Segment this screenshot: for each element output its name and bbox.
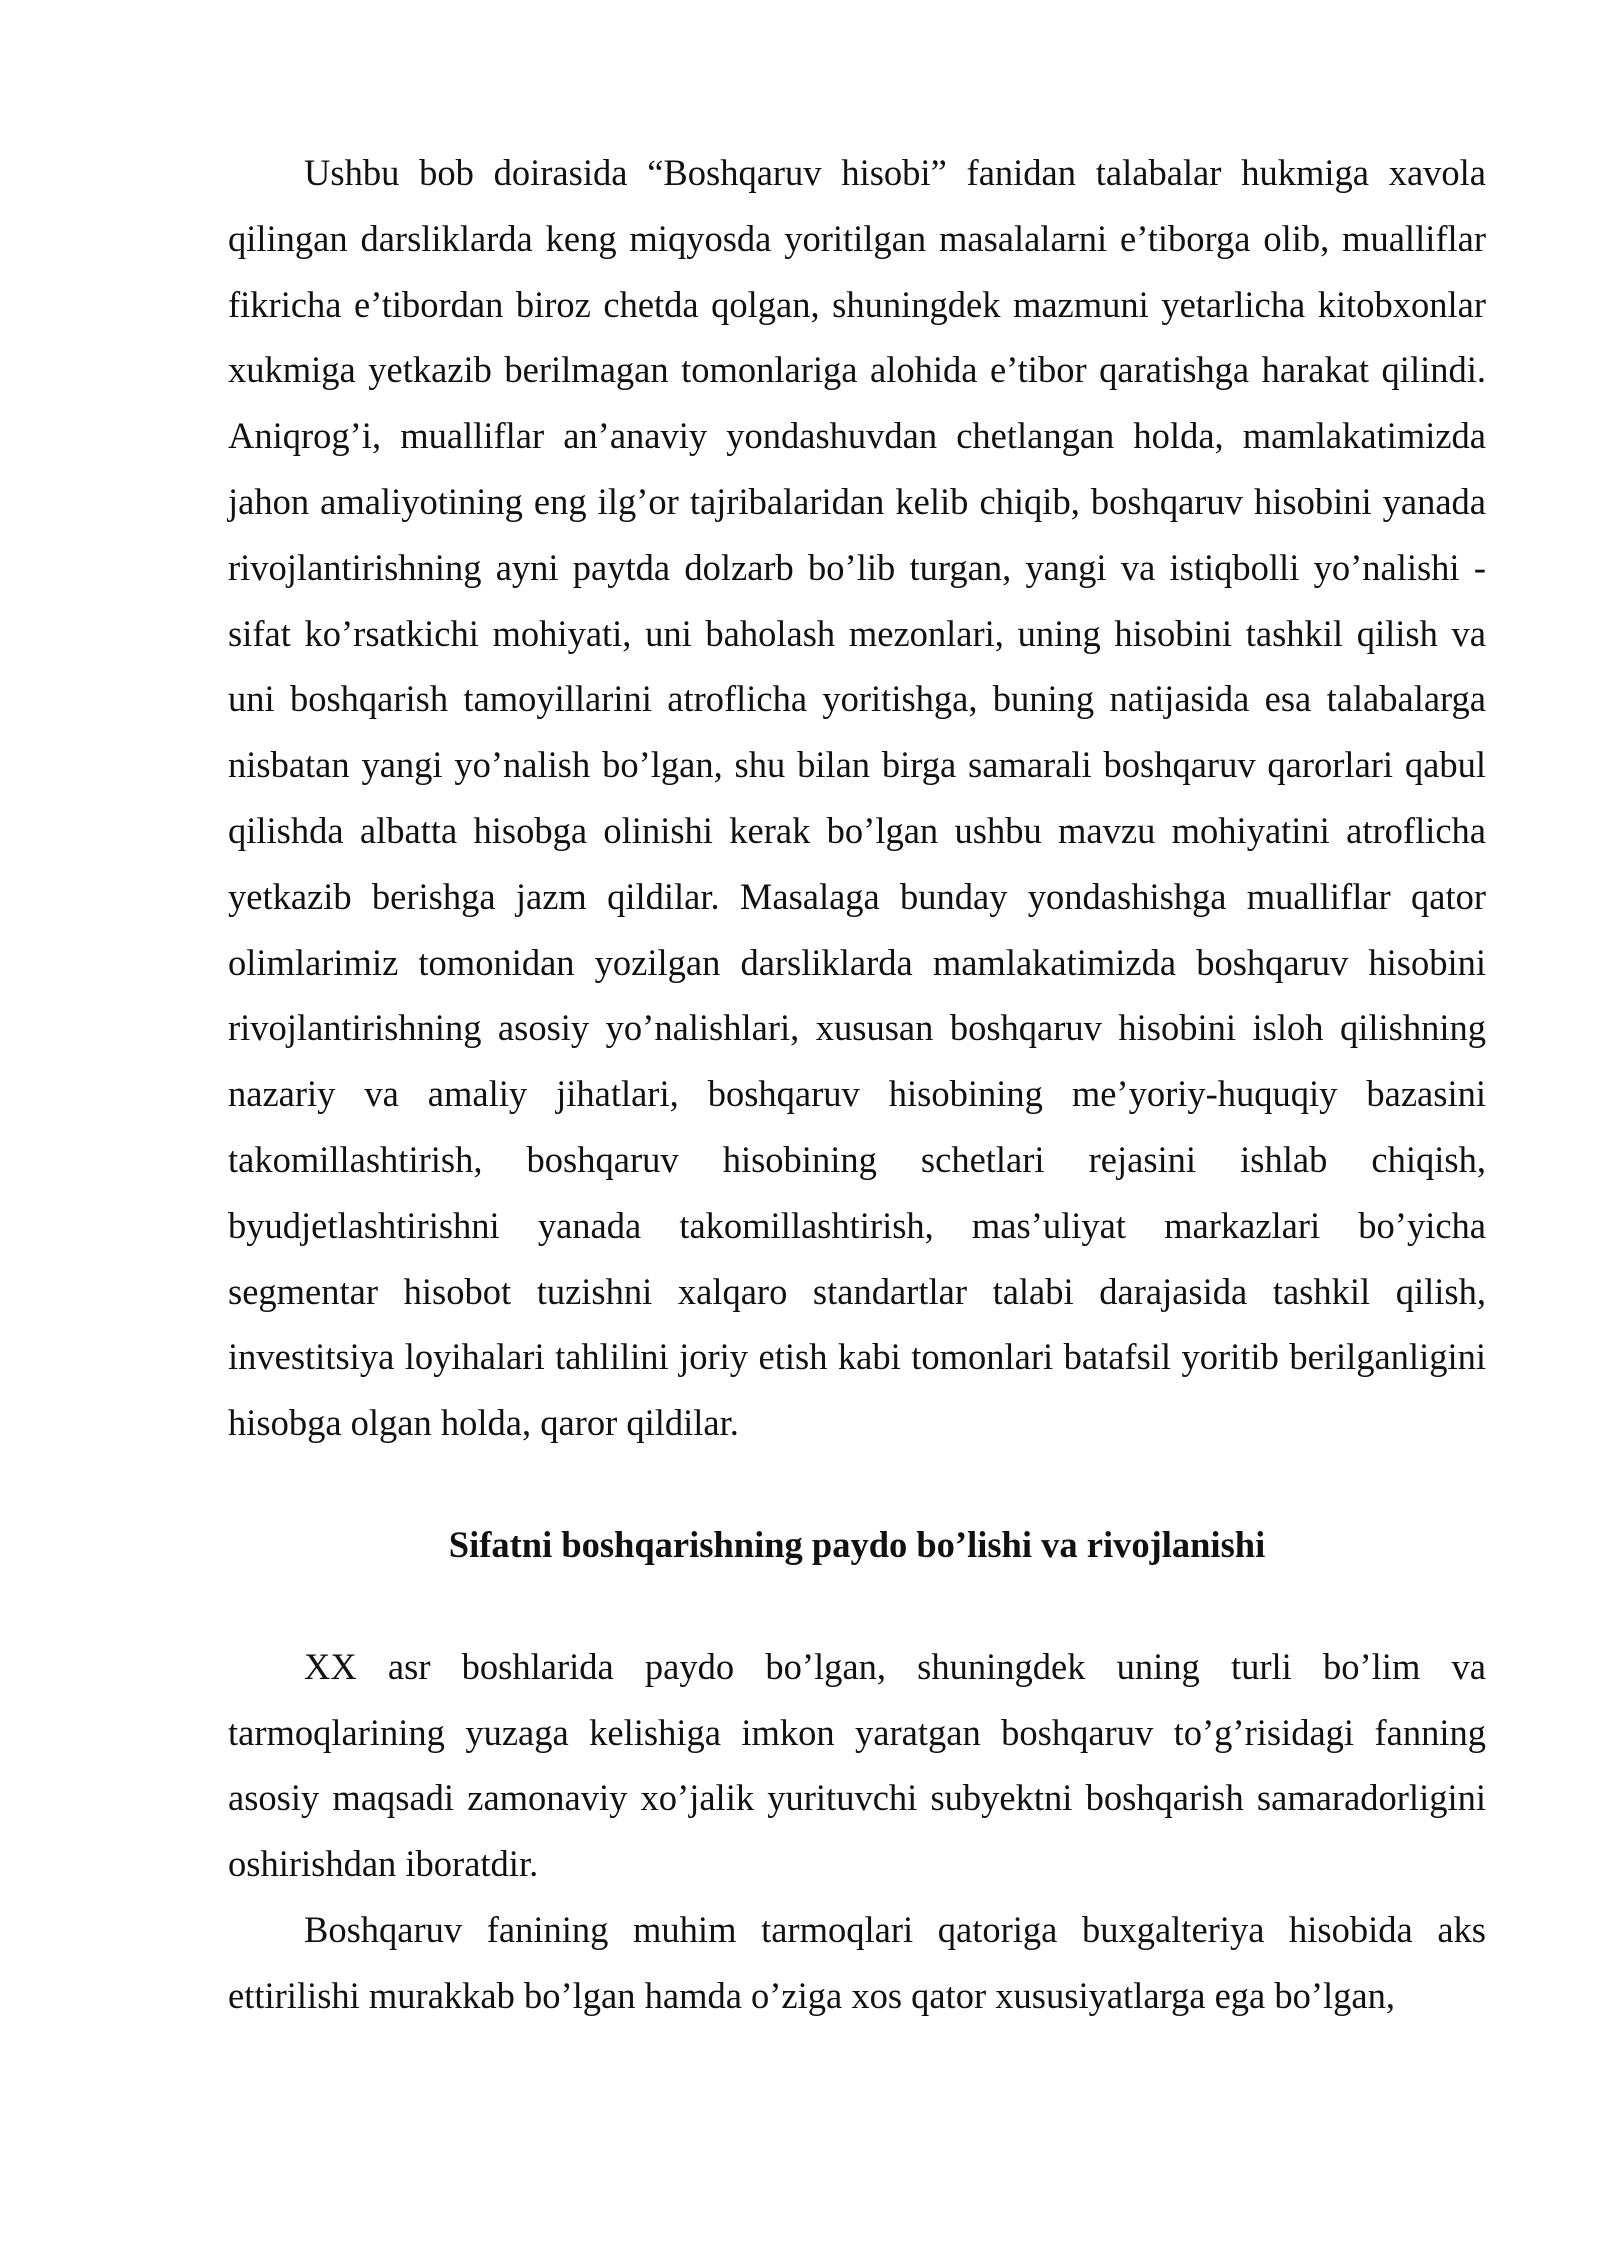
section-heading: Sifatni boshqarishning paydo bo’lishi va rivojlanishi: [448, 1523, 1266, 1565]
body-paragraph-branches: Boshqaruv fanining muhim tarmoqlari qatoriga buxgalteriya hisobida aks ettirilishi murakkab bo’lgan hamda o’ziga xos qator xususiyatlarga ega bo’lgan,: [228, 1908, 1486, 2016]
document-body: [228, 140, 1486, 2029]
body-paragraph-history: XX asr boshlarida paydo bo’lgan, shuningdek uning turli bo’lim va tarmoqlarining yuzaga kelishiga imkon yaratgan boshqaruv to’g’risidagi fanning asosiy maqsadi zamonaviy xo’jalik yurituvchi subyektni boshqarish samaradorligini oshirishdan iboratdir.: [228, 1645, 1486, 1885]
body-paragraph-intro: Ushbu bob doirasida “Boshqaruv hisobi” fanidan talabalar hukmiga xavola qilingan darsliklarda keng miqyosda yoritilgan masalalarni e’tiborga olib, mualliflar fikricha e’tibordan biroz chetda qolgan, shuningdek mazmuni yetarlicha kitobxonlar xukmiga yetkazib berilmagan tomonlariga alohida e’tibor qaratishga harakat qilindi. Aniqrog’i, mualliflar an’anaviy yondashuvdan chetlangan holda, mamlakatimizda jahon amaliyotining eng ilg’or tajribalaridan kelib chiqib, boshqaruv hisobini yanada rivojlantirishning ayni paytda dolzarb bo’lib turgan, yangi va istiqbolli yo’nalishi - sifat ko’rsatkichi mohiyati, uni baholash mezonlari, uning hisobini tashkil qilish va uni boshqarish tamoyillarini atroflicha yoritishga, buning natijasida esa talabalarga nisbatan yangi yo’nalish bo’lgan, shu bilan birga samarali boshqaruv qarorlari qabul qilishda albatta hisobga olinishi kerak bo’lgan ushbu mavzu mohiyatini atroflicha yetkazib berishga jazm qildilar. Masalaga bunday yondashishga mualliflar qator olimlarimiz tomonidan yozilgan darsliklarda mamlakatimizda boshqaruv hisobini rivojlantirishning asosiy yo’nalishlari, xususan boshqaruv hisobini isloh qilishning nazariy va amaliy jihatlari, boshqaruv hisobining me’yoriy-huquqiy bazasini takomillashtirish, boshqaruv hisobining schetlari rejasini ishlab chiqish, byudjetlashtirishni yanada takomillashtirish, mas’uliyat markazlari bo’yicha segmentar hisobot tuzishni xalqaro standartlar talabi darajasida tashkil qilish, investitsiya loyihalari tahlilini joriy etish kabi tomonlari batafsil yoritib berilganligini hisobga olgan holda, qaror qildilar.: [228, 152, 1486, 1444]
